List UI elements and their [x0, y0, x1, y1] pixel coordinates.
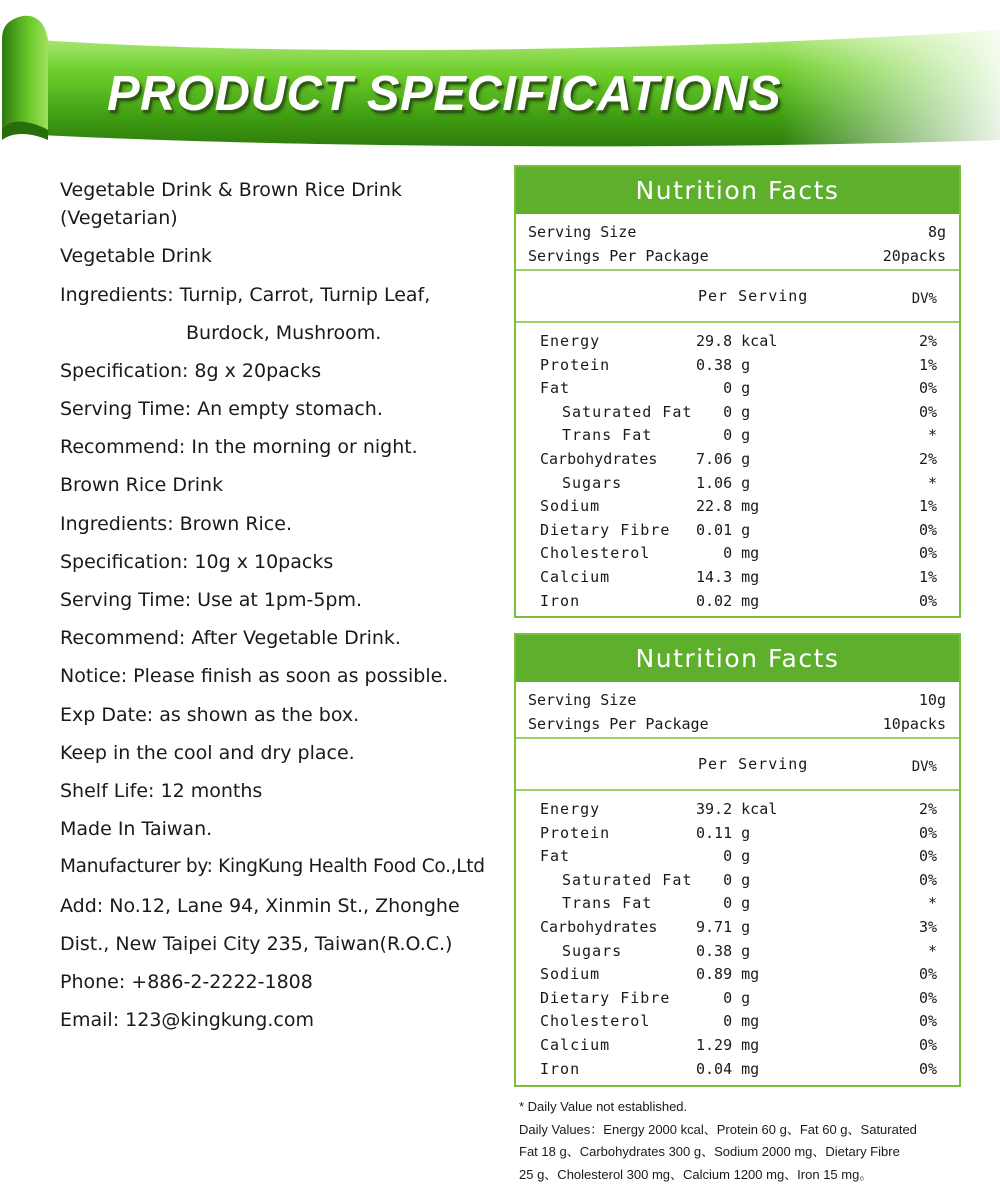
nutrient-dv: 0% — [918, 870, 937, 889]
nutrient-amount: 0 g — [696, 988, 751, 1007]
info-line: Specification: 10g x 10packs — [60, 551, 334, 573]
nutrient-dv: 0% — [918, 823, 937, 842]
footnote-line: Daily Values：Energy 2000 kcal、Protein 60 g、Fat 60 g、Saturated — [519, 1121, 917, 1137]
info-line: Dist., New Taipei City 235, Taiwan(R.O.C.) — [60, 933, 453, 955]
nutrient-dv: 1% — [918, 567, 937, 586]
info-line: Burdock, Mushroom. — [186, 322, 382, 344]
info-line: Phone: +886-2-2222-1808 — [60, 971, 313, 993]
nutrient-name: Energy — [540, 332, 601, 350]
dv-header: DV% — [911, 291, 937, 307]
nutrient-amount: 0.04 mg — [696, 1059, 760, 1078]
nutrient-row — [516, 869, 959, 893]
nutrient-amount: 0 g — [696, 402, 751, 421]
info-line: Keep in the cool and dry place. — [60, 742, 355, 764]
nutrient-dv: 0% — [918, 1059, 937, 1078]
footnote-line: * Daily Value not established. — [519, 1099, 688, 1114]
nutrient-name: Calcium — [540, 567, 611, 586]
info-line: Recommend: In the morning or night. — [60, 436, 418, 458]
serving-size-label: Serving Size — [528, 691, 637, 709]
nutrient-amount: 0 g — [696, 847, 751, 866]
nutrient-row — [516, 892, 959, 916]
nutrient-name: Trans Fat — [562, 894, 653, 913]
nutrient-amount: 9.71 g — [696, 917, 751, 936]
per-serving-header: Per Serving — [698, 755, 809, 773]
nutrient-row — [516, 472, 959, 496]
nutrient-amount: 22.8 mg — [696, 497, 760, 516]
nutrient-row — [516, 495, 959, 519]
info-line: Recommend: After Vegetable Drink. — [60, 627, 401, 649]
nutrient-dv: * — [927, 894, 937, 913]
nutrient-name: Carbohydrates — [540, 917, 658, 936]
footnotes — [519, 1096, 969, 1186]
per-serving-header: Per Serving — [698, 287, 809, 305]
nutrient-name: Dietary Fibre — [540, 520, 671, 539]
nutrient-amount: 0 mg — [696, 544, 760, 563]
serving-size-value: 10g — [918, 691, 946, 709]
servings-per-package-value: 20packs — [882, 247, 946, 265]
info-line: Vegetable Drink — [60, 245, 212, 267]
column-header — [516, 739, 959, 791]
serving-size-label: Serving Size — [528, 223, 637, 241]
nutrient-dv: * — [927, 426, 937, 445]
nutrient-dv: 0% — [918, 847, 937, 866]
nutrient-name: Trans Fat — [562, 426, 653, 445]
nutrient-dv: 2% — [918, 800, 937, 818]
nutrient-row — [516, 377, 959, 401]
serving-info — [516, 214, 959, 271]
nutrient-amount: 0 g — [696, 426, 751, 445]
info-line: Brown Rice Drink — [60, 474, 224, 496]
info-line: (Vegetarian) — [60, 207, 178, 229]
nutrient-name: Sodium — [540, 497, 601, 516]
nutrient-dv: * — [927, 473, 937, 492]
nutrient-dv: 0% — [918, 1035, 937, 1054]
servings-per-package-label: Servings Per Package — [528, 715, 709, 733]
nutrient-name: Protein — [540, 355, 611, 374]
dv-header: DV% — [911, 759, 937, 775]
nutrient-amount: 0 g — [696, 894, 751, 913]
nutrient-dv: 2% — [918, 449, 937, 468]
nutrient-dv: 0% — [918, 402, 937, 421]
nutrient-row — [516, 519, 959, 543]
nutrient-row — [516, 542, 959, 566]
footnote-line: Fat 18 g、Carbohydrates 300 g、Sodium 2000 mg、Dietary Fibre — [519, 1144, 900, 1159]
nutrient-row — [516, 916, 959, 940]
info-line: Notice: Please finish as soon as possible. — [60, 665, 449, 687]
nutrient-dv: 0% — [918, 965, 937, 984]
nutrient-dv: 0% — [918, 1012, 937, 1031]
info-line: Serving Time: Use at 1pm-5pm. — [60, 589, 363, 611]
nutrient-row — [516, 1010, 959, 1034]
nutrient-amount: 0.02 mg — [696, 591, 760, 610]
panel-title: Nutrition Facts — [516, 635, 959, 682]
nutrient-row — [516, 798, 959, 822]
nutrient-dv: 2% — [918, 332, 937, 350]
nutrient-row — [516, 940, 959, 964]
servings-per-package-label: Servings Per Package — [528, 247, 709, 265]
info-line: Ingredients: Brown Rice. — [60, 513, 292, 535]
info-line: Specification: 8g x 20packs — [60, 360, 322, 382]
info-line: Serving Time: An empty stomach. — [60, 398, 383, 420]
serving-info — [516, 682, 959, 739]
nutrient-dv: 1% — [918, 355, 937, 374]
nutrient-row — [516, 401, 959, 425]
nutrient-name: Iron — [540, 591, 581, 610]
nutrient-dv: 0% — [918, 988, 937, 1007]
nutrient-dv: 0% — [918, 379, 937, 398]
nutrient-row — [516, 590, 959, 614]
nutrient-row — [516, 1058, 959, 1082]
nutrient-name: Fat — [540, 847, 571, 866]
nutrient-amount: 29.8 kcal — [696, 332, 778, 350]
nutrient-amount: 1.29 mg — [696, 1035, 760, 1054]
nutrient-row — [516, 566, 959, 590]
nutrition-panel-brown-rice — [514, 633, 961, 1087]
nutrient-row — [516, 354, 959, 378]
nutrient-dv: 3% — [918, 917, 937, 936]
nutrient-name: Energy — [540, 800, 601, 818]
nutrient-name: Saturated Fat — [562, 870, 693, 889]
nutrient-rows — [516, 323, 959, 613]
info-line: Add: No.12, Lane 94, Xinmin St., Zhonghe — [60, 895, 460, 917]
info-line: Vegetable Drink & Brown Rice Drink — [60, 179, 402, 201]
nutrient-dv: 1% — [918, 497, 937, 516]
nutrient-row — [516, 448, 959, 472]
nutrient-amount: 0.38 g — [696, 355, 751, 374]
nutrient-amount: 0 mg — [696, 1012, 760, 1031]
nutrient-rows — [516, 791, 959, 1081]
nutrient-row — [516, 845, 959, 869]
nutrient-amount: 0 g — [696, 870, 751, 889]
nutrient-name: Cholesterol — [540, 544, 651, 563]
nutrient-row — [516, 424, 959, 448]
nutrient-name: Iron — [540, 1059, 581, 1078]
nutrient-name: Carbohydrates — [540, 449, 658, 468]
nutrient-amount: 1.06 g — [696, 473, 751, 492]
nutrient-amount: 0 g — [696, 379, 751, 398]
panel-title: Nutrition Facts — [516, 167, 959, 214]
nutrient-name: Saturated Fat — [562, 402, 693, 421]
info-line: Made In Taiwan. — [60, 818, 213, 840]
info-line: Ingredients: Turnip, Carrot, Turnip Leaf, — [60, 284, 431, 306]
nutrient-amount: 0.38 g — [696, 941, 751, 960]
footnote-line: 25 g、Cholesterol 300 mg、Calcium 1200 mg、Iron 15 mg。 — [519, 1166, 873, 1182]
nutrient-row — [516, 1034, 959, 1058]
nutrient-dv: 0% — [918, 591, 937, 610]
nutrient-row — [516, 963, 959, 987]
header-banner — [0, 0, 1000, 160]
serving-size-value: 8g — [927, 223, 946, 241]
nutrition-panel-vegetable — [514, 165, 961, 618]
nutrient-name: Sugars — [562, 941, 623, 960]
nutrient-name: Sodium — [540, 965, 601, 984]
page-title: PRODUCT SPECIFICATIONS — [107, 67, 782, 121]
info-line: Manufacturer by: KingKung Health Food Co.,Ltd — [60, 856, 485, 877]
nutrient-amount: 0.11 g — [696, 823, 751, 842]
nutrient-amount: 0.01 g — [696, 520, 751, 539]
nutrient-row — [516, 330, 959, 354]
nutrient-amount: 39.2 kcal — [696, 800, 778, 818]
nutrient-name: Dietary Fibre — [540, 988, 671, 1007]
nutrient-dv: * — [927, 941, 937, 960]
nutrient-name: Protein — [540, 823, 611, 842]
nutrient-amount: 14.3 mg — [696, 567, 760, 586]
servings-per-package-value: 10packs — [882, 715, 946, 733]
nutrient-amount: 7.06 g — [696, 449, 751, 468]
nutrient-dv: 0% — [918, 544, 937, 563]
nutrient-amount: 0.89 mg — [696, 965, 760, 984]
nutrient-dv: 0% — [918, 520, 937, 539]
nutrient-name: Sugars — [562, 473, 623, 492]
nutrient-name: Fat — [540, 379, 571, 398]
nutrient-name: Cholesterol — [540, 1012, 651, 1031]
nutrient-name: Calcium — [540, 1035, 611, 1054]
column-header — [516, 271, 959, 323]
info-line: Shelf Life: 12 months — [60, 780, 263, 802]
info-line: Exp Date: as shown as the box. — [60, 704, 360, 726]
nutrient-row — [516, 987, 959, 1011]
nutrient-row — [516, 822, 959, 846]
info-line: Email: 123@kingkung.com — [60, 1009, 314, 1031]
